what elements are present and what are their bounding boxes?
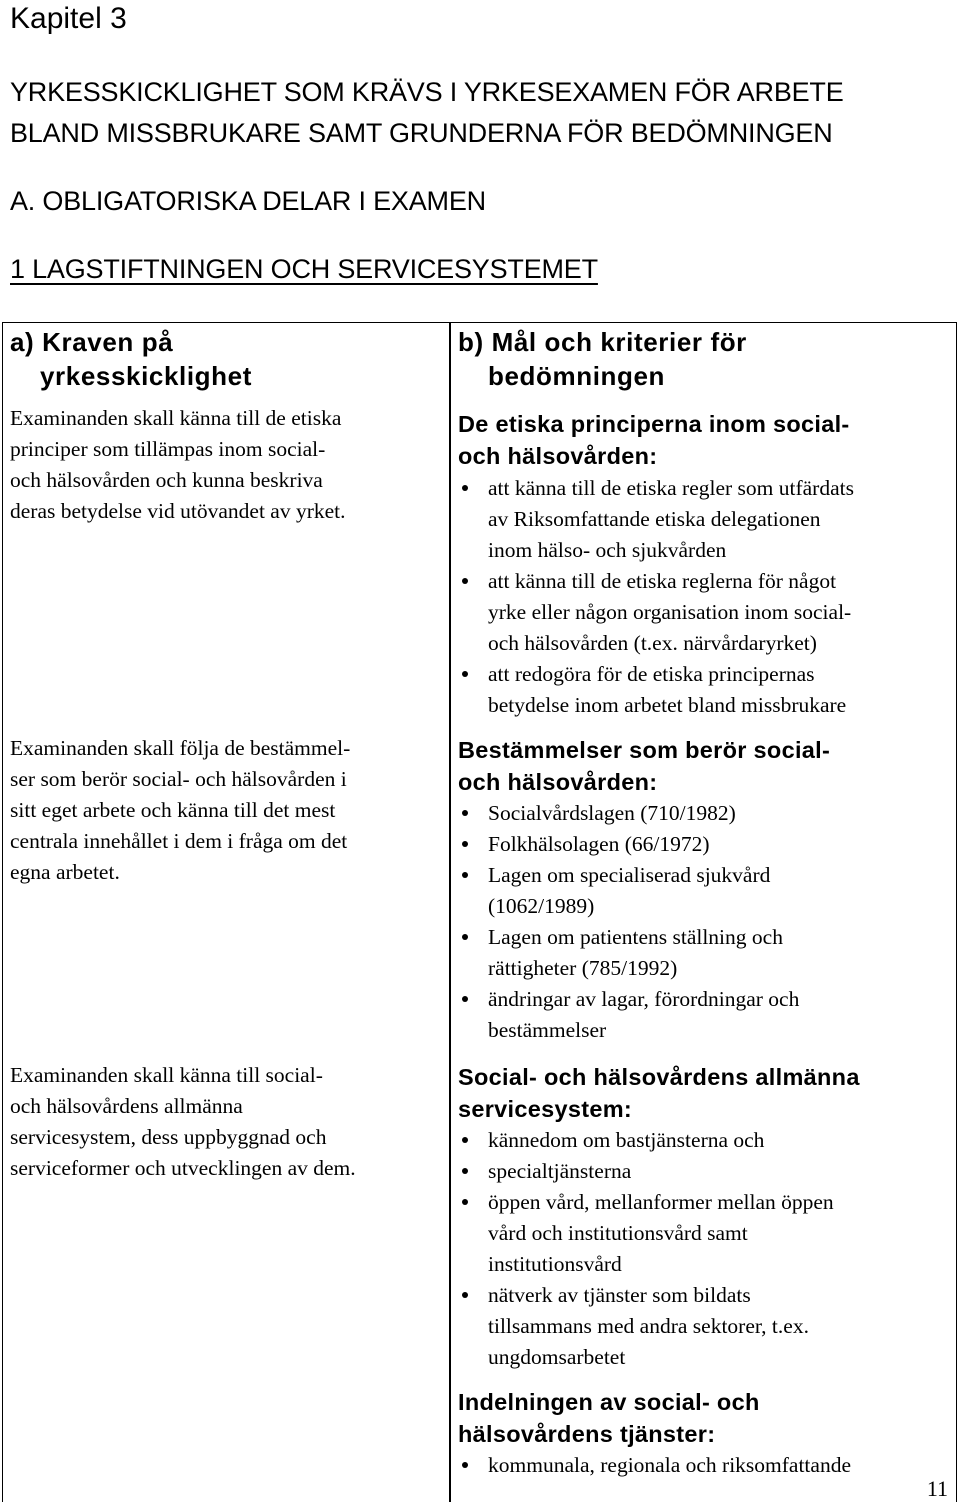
list-item <box>458 798 953 829</box>
paragraph-line: servicesystem, dess uppbyggnad och <box>10 1125 327 1149</box>
group-heading-line: Bestämmelser som berör social- <box>458 737 831 763</box>
bullet-icon <box>462 841 468 847</box>
list-item-line: institutionsvård <box>488 1252 622 1276</box>
bullet-icon <box>462 1199 468 1205</box>
document-title <box>10 72 844 154</box>
list-item <box>458 860 953 922</box>
bullet-icon <box>462 671 468 677</box>
document-title-line: BLAND MISSBRUKARE SAMT GRUNDERNA FÖR BEDÖMNINGEN <box>10 118 833 148</box>
column-divider <box>449 323 451 1502</box>
criteria-group-heading <box>458 1061 860 1125</box>
criteria-table <box>2 322 957 1502</box>
list-item <box>458 566 953 659</box>
criteria-group-heading <box>458 734 830 798</box>
paragraph-line: Examinanden skall känna till de etiska <box>10 406 342 430</box>
list-item-line: yrke eller någon organisation inom social- <box>488 600 852 624</box>
list-item-line: öppen vård, mellanformer mellan öppen <box>488 1190 834 1214</box>
list-item <box>458 1125 953 1156</box>
bullet-icon <box>462 996 468 1002</box>
list-item <box>458 1156 953 1187</box>
requirement-paragraph-2 <box>10 733 446 888</box>
right-heading-line: bedömningen <box>488 361 666 391</box>
left-heading-line: a) Kraven på <box>10 327 174 357</box>
page-number: 11 <box>926 1476 948 1501</box>
list-item <box>458 1280 953 1373</box>
paragraph-line: och hälsovårdens allmänna <box>10 1094 243 1118</box>
list-item-line: bestämmelser <box>488 1018 607 1042</box>
criteria-group-heading <box>458 408 850 472</box>
list-item-line: ungdomsarbetet <box>488 1345 626 1369</box>
list-item-line: Lagen om specialiserad sjukvård <box>488 863 771 887</box>
list-item-line: av Riksomfattande etiska delegationen <box>488 507 821 531</box>
list-item-line: inom hälso- och sjukvården <box>488 538 727 562</box>
bullet-icon <box>462 485 468 491</box>
list-item <box>458 659 953 721</box>
list-item-line: specialtjänsterna <box>488 1159 632 1183</box>
group-heading-line: servicesystem: <box>458 1096 633 1122</box>
list-item-line: betydelse inom arbetet bland missbrukare <box>488 693 847 717</box>
paragraph-line: deras betydelse vid utövandet av yrket. <box>10 499 346 523</box>
subsection-heading-1: 1 LAGSTIFTNINGEN OCH SERVICESYSTEMET <box>10 254 598 284</box>
criteria-list-ethics <box>458 473 953 721</box>
list-item <box>458 829 953 860</box>
list-item <box>458 1450 953 1481</box>
requirement-paragraph-3 <box>10 1060 446 1184</box>
criteria-list-service-division <box>458 1450 953 1481</box>
requirement-paragraph-1 <box>10 403 446 527</box>
list-item <box>458 984 953 1046</box>
list-item-line: ändringar av lagar, förordningar och <box>488 987 800 1011</box>
group-heading-line: och hälsovården: <box>458 443 658 469</box>
paragraph-line: och hälsovården och kunna beskriva <box>10 468 323 492</box>
list-item-line: att redogöra för de etiska principernas <box>488 662 815 686</box>
document-title-line: YRKESSKICKLIGHET SOM KRÄVS I YRKESEXAMEN FÖR ARBETE <box>10 77 844 107</box>
paragraph-line: centrala innehållet i dem i fråga om det <box>10 829 348 853</box>
bullet-icon <box>462 810 468 816</box>
group-heading-line: Social- och hälsovårdens allmänna <box>458 1064 860 1090</box>
list-item-line: Folkhälsolagen (66/1972) <box>488 832 710 856</box>
list-item-line: Socialvårdslagen (710/1982) <box>488 801 736 825</box>
bullet-icon <box>462 1168 468 1174</box>
left-column-heading <box>10 325 252 393</box>
left-heading-line: yrkesskicklighet <box>40 361 252 391</box>
paragraph-line: principer som tillämpas inom social- <box>10 437 326 461</box>
list-item-line: rättigheter (785/1992) <box>488 956 678 980</box>
list-item-line: att känna till de etiska reglerna för något <box>488 569 837 593</box>
list-item <box>458 1187 953 1280</box>
right-column-heading <box>458 325 747 393</box>
list-item-line: (1062/1989) <box>488 894 595 918</box>
group-heading-line: Indelningen av social- och <box>458 1389 760 1415</box>
bullet-icon <box>462 1137 468 1143</box>
list-item <box>458 473 953 566</box>
criteria-list-regulations <box>458 798 953 1046</box>
paragraph-line: Examinanden skall känna till social- <box>10 1063 323 1087</box>
bullet-icon <box>462 578 468 584</box>
criteria-list-service-system <box>458 1125 953 1373</box>
paragraph-line: egna arbetet. <box>10 860 120 884</box>
bullet-icon <box>462 1292 468 1298</box>
list-item <box>458 922 953 984</box>
list-item-line: tillsammans med andra sektorer, t.ex. <box>488 1314 809 1338</box>
list-item-line: nätverk av tjänster som bildats <box>488 1283 751 1307</box>
chapter-label: Kapitel 3 <box>10 2 127 35</box>
list-item-line: att känna till de etiska regler som utfärdats <box>488 476 854 500</box>
bullet-icon <box>462 934 468 940</box>
paragraph-line: sitt eget arbete och känna till det mest <box>10 798 336 822</box>
list-item-line: Lagen om patientens ställning och <box>488 925 783 949</box>
bullet-icon <box>462 1462 468 1468</box>
list-item-line: vård och institutionsvård samt <box>488 1221 748 1245</box>
section-heading-a: A. OBLIGATORISKA DELAR I EXAMEN <box>10 186 486 216</box>
list-item-line: kännedom om bastjänsterna och <box>488 1128 765 1152</box>
list-item-line: kommunala, regionala och riksomfattande <box>488 1453 851 1477</box>
list-item-line: och hälsovården (t.ex. närvårdaryrket) <box>488 631 817 655</box>
bullet-icon <box>462 872 468 878</box>
paragraph-line: serviceformer och utvecklingen av dem. <box>10 1156 356 1180</box>
right-heading-line: b) Mål och kriterier för <box>458 327 747 357</box>
criteria-group-heading <box>458 1386 760 1450</box>
group-heading-line: hälsovårdens tjänster: <box>458 1421 716 1447</box>
group-heading-line: och hälsovården: <box>458 769 658 795</box>
paragraph-line: ser som berör social- och hälsovården i <box>10 767 347 791</box>
group-heading-line: De etiska principerna inom social- <box>458 411 850 437</box>
paragraph-line: Examinanden skall följa de bestämmel- <box>10 736 351 760</box>
